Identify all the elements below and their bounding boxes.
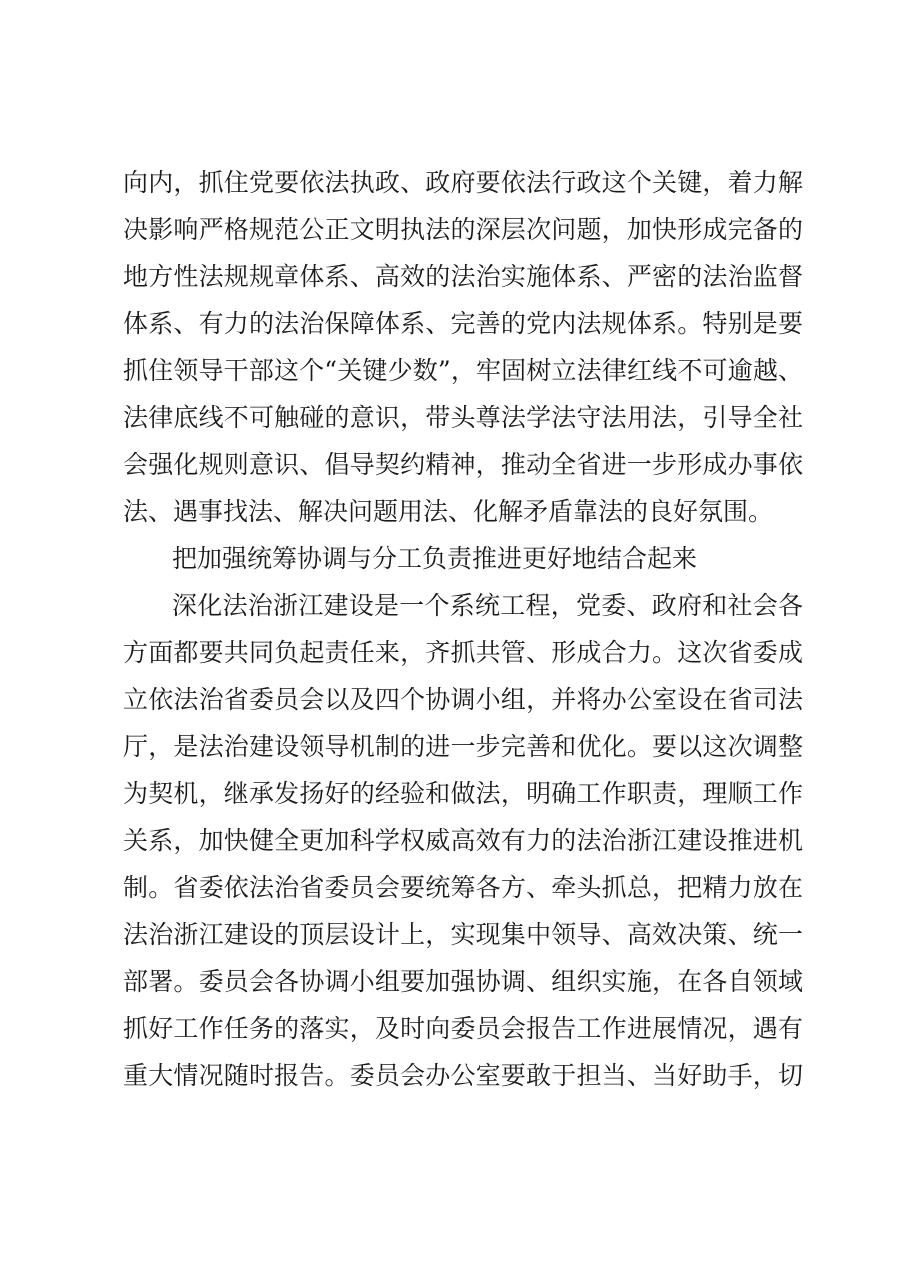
paragraph-1-line-6: 法律底线不可触碰的意识，带头尊法学法守法用法，引导全社	[123, 403, 803, 432]
paragraph-1-line-3: 地方性法规规章体系、高效的法治实施体系、严密的法治监督	[123, 262, 803, 291]
paragraph-2-line-2: 方面都要共同负起责任来，齐抓共管、形成合力。这次省委成	[123, 638, 803, 667]
paragraph-2-line-5: 为契机，继承发扬好的经验和做法，明确工作职责，理顺工作	[123, 779, 803, 808]
paragraph-1-line-5: 抓住领导干部这个“关键少数”，牢固树立法律红线不可逾越、	[123, 356, 803, 385]
paragraph-1-line-4: 体系、有力的法治保障体系、完善的党内法规体系。特别是要	[123, 309, 803, 338]
paragraph-2-line-4: 厅，是法治建设领导机制的进一步完善和优化。要以这次调整	[123, 732, 803, 761]
section-heading: 把加强统筹协调与分工负责推进更好地结合起来	[172, 544, 698, 573]
paragraph-1-line-8: 法、遇事找法、解决问题用法、化解矛盾靠法的良好氛围。	[123, 497, 774, 526]
paragraph-2-line-6: 关系，加快健全更加科学权威高效有力的法治浙江建设推进机	[123, 826, 803, 855]
paragraph-1-line-7: 会强化规则意识、倡导契约精神，推动全省进一步形成办事依	[123, 450, 803, 479]
paragraph-2-line-9: 部署。委员会各协调小组要加强协调、组织实施，在各自领域	[123, 967, 803, 996]
paragraph-2-line-8: 法治浙江建设的顶层设计上，实现集中领导、高效决策、统一	[123, 920, 803, 949]
paragraph-2-line-11: 重大情况随时报告。委员会办公室要敢于担当、当好助手，切	[123, 1061, 803, 1090]
paragraph-1-line-1: 向内，抓住党要依法执政、政府要依法行政这个关键，着力解	[123, 168, 803, 197]
paragraph-2-line-7: 制。省委依法治省委员会要统筹各方、牵头抓总，把精力放在	[123, 873, 803, 902]
paragraph-2-line-10: 抓好工作任务的落实，及时向委员会报告工作进展情况，遇有	[123, 1014, 803, 1043]
paragraph-2-line-3: 立依法治省委员会以及四个协调小组，并将办公室设在省司法	[123, 685, 803, 714]
paragraph-1-line-2: 决影响严格规范公正文明执法的深层次问题，加快形成完备的	[123, 215, 803, 244]
paragraph-2-line-1: 深化法治浙江建设是一个系统工程，党委、政府和社会各	[172, 591, 803, 620]
